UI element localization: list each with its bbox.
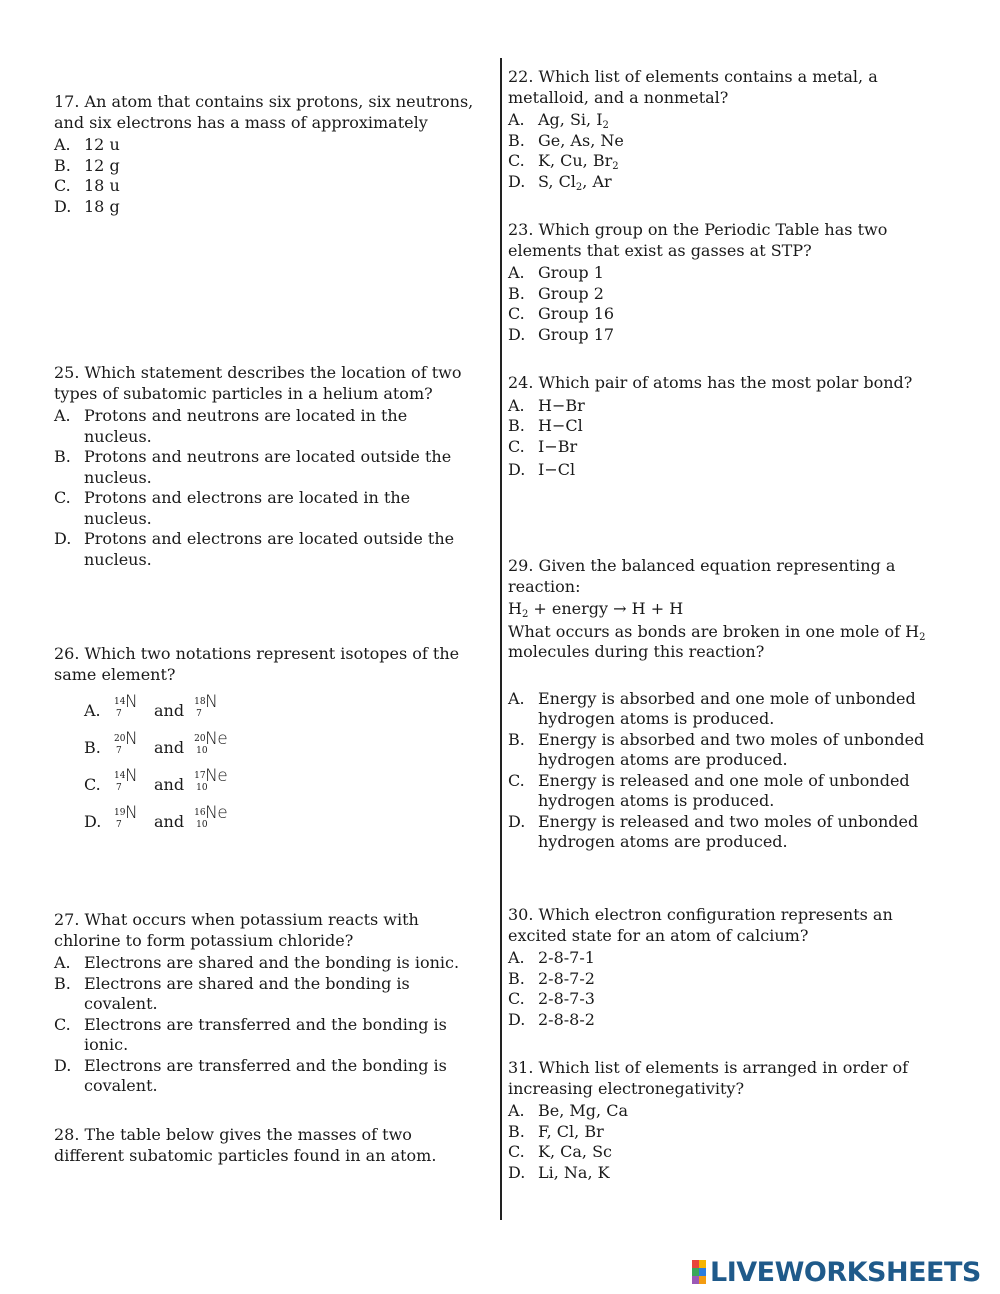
answer-option[interactable]: C. 2-8-7-3 <box>508 989 595 1008</box>
question-24 <box>508 373 938 481</box>
isotope-notation: 18 7 N <box>194 691 218 719</box>
question-17-stem: 17. An atom that contains six protons, six neutrons, and six electrons has a mass of approximately <box>54 92 474 132</box>
question-28-stem: 28. The table below gives the masses of two different subatomic particles found in an atom. <box>54 1125 437 1165</box>
answer-option[interactable]: A. 12 u <box>54 135 120 154</box>
reaction-equation: $H_2$ + energy → H + H <box>508 599 684 620</box>
question-27-stem: 27. What occurs when potassium reacts with chlorine to form potassium chloride? <box>54 910 419 950</box>
question-22-options <box>508 110 938 192</box>
answer-option[interactable]: D. 18 g <box>54 196 120 216</box>
answer-option[interactable]: A. Group 1 <box>508 263 604 282</box>
answer-option[interactable]: B. 2-8-7-2 <box>508 968 595 988</box>
question-22-stem: 22. Which list of elements contains a metal, a metalloid, and a nonmetal? <box>508 67 878 107</box>
question-30-stem: 30. Which electron configuration represents an excited state for an atom of calcium? <box>508 905 893 945</box>
answer-option[interactable]: B. Protons and neutrons are located outside the nucleus. <box>54 447 452 487</box>
column-divider <box>500 58 502 1220</box>
question-25-options <box>54 406 479 570</box>
liveworksheets-logo[interactable] <box>692 1257 981 1287</box>
answer-option[interactable]: B. 12 g <box>54 155 120 175</box>
answer-option[interactable]: B. Ge, As, Ne <box>508 130 624 150</box>
answer-option[interactable]: D. Energy is released and two moles of unbonded hydrogen atoms are produced. <box>508 811 919 851</box>
answer-option[interactable]: B. Electrons are shared and the bonding is covalent. <box>54 973 410 1013</box>
question-29-options <box>508 689 938 853</box>
question-26-options <box>54 687 479 835</box>
answer-option[interactable]: C. Energy is released and one mole of unbonded hydrogen atoms is produced. <box>508 770 910 810</box>
isotope-notation: 20 7 N <box>114 728 138 756</box>
answer-option[interactable]: D. S, $Cl_2$, Ar <box>508 171 612 193</box>
answer-option[interactable]: D. I−Cl <box>508 460 576 479</box>
isotope-notation: 14 7 N <box>114 691 138 719</box>
question-29-prompt: What occurs as bonds are broken in one mole of $H_2$ molecules during this reaction? <box>508 621 926 661</box>
answer-option[interactable]: C. Group 16 <box>508 304 615 323</box>
answer-option[interactable]: C. K, Cu, $Br_2$ <box>508 151 619 172</box>
answer-option[interactable]: A. 2-8-7-1 <box>508 948 595 967</box>
answer-option[interactable]: A. Protons and neutrons are located in the nucleus. <box>54 406 408 446</box>
liveworksheets-logo-icon <box>692 1260 706 1284</box>
question-17 <box>54 92 479 217</box>
question-31-options <box>508 1101 938 1183</box>
question-25 <box>54 363 479 570</box>
answer-option[interactable]: B. F, Cl, Br <box>508 1121 604 1141</box>
question-25-stem: 25. Which statement describes the location of two types of subatomic particles in a helium atom? <box>54 363 462 403</box>
answer-option[interactable]: B. 20 7 N and 20 10 Ne <box>84 728 228 758</box>
answer-option[interactable]: A. Energy is absorbed and one mole of unbonded hydrogen atoms is produced. <box>508 688 916 728</box>
answer-option[interactable]: B. Group 2 <box>508 283 604 303</box>
isotope-notation: 17 10 Ne <box>194 765 228 793</box>
logo-text: LIVEWORKSHEETS <box>710 1256 981 1288</box>
answer-option[interactable]: B. H−Cl <box>508 416 583 435</box>
answer-option[interactable]: D. Group 17 <box>508 324 615 344</box>
answer-option[interactable]: D. 19 7 N and 16 10 Ne <box>84 802 228 832</box>
isotope-notation: 16 10 Ne <box>194 802 228 830</box>
answer-option[interactable]: A. Electrons are shared and the bonding is ionic. <box>54 953 460 972</box>
answer-option[interactable]: C. K, Ca, Sc <box>508 1142 612 1161</box>
isotope-notation: 20 10 Ne <box>194 728 228 756</box>
question-27-options <box>54 953 479 1097</box>
question-22 <box>508 67 938 192</box>
question-24-options <box>508 396 938 481</box>
answer-option[interactable]: A. H−Br <box>508 395 585 415</box>
answer-option[interactable]: A. 14 7 N and 18 7 N <box>84 687 479 724</box>
question-29-stem: 29. Given the balanced equation representing a reaction: <box>508 556 896 596</box>
answer-option[interactable]: C. 18 u <box>54 176 120 195</box>
question-26-stem: 26. Which two notations represent isotopes of the same element? <box>54 644 460 684</box>
answer-option[interactable]: C. 14 7 N and 17 10 Ne <box>84 765 228 795</box>
question-28 <box>54 1125 479 1168</box>
question-17-options <box>54 135 479 217</box>
isotope-notation: 14 7 N <box>114 765 138 793</box>
answer-option[interactable]: D. Electrons are transferred and the bonding is covalent. <box>54 1055 447 1095</box>
question-27 <box>54 910 479 1097</box>
answer-option[interactable]: B. Energy is absorbed and two moles of unbonded hydrogen atoms are produced. <box>508 729 925 769</box>
question-31-stem: 31. Which list of elements is arranged in order of increasing electronegativity? <box>508 1058 908 1098</box>
question-30 <box>508 905 938 1030</box>
answer-option[interactable]: C. I−Br <box>508 436 578 456</box>
answer-option[interactable]: A. Be, Mg, Ca <box>508 1101 628 1120</box>
question-24-stem: 24. Which pair of atoms has the most polar bond? <box>508 373 913 392</box>
question-23 <box>508 220 938 345</box>
answer-option[interactable]: D. 2-8-8-2 <box>508 1009 595 1029</box>
answer-option[interactable]: C. Electrons are transferred and the bonding is ionic. <box>54 1014 447 1054</box>
isotope-notation: 19 7 N <box>114 802 138 830</box>
question-23-options <box>508 263 938 345</box>
answer-option[interactable]: C. Protons and electrons are located in the nucleus. <box>54 488 411 528</box>
question-26 <box>54 644 479 835</box>
question-23-stem: 23. Which group on the Periodic Table has two elements that exist as gasses at STP? <box>508 220 888 260</box>
question-29 <box>508 556 938 853</box>
question-30-options <box>508 948 938 1030</box>
answer-option[interactable]: D. Li, Na, K <box>508 1162 610 1182</box>
question-31 <box>508 1058 938 1183</box>
answer-option[interactable]: D. Protons and electrons are located outside the nucleus. <box>54 529 455 569</box>
answer-option[interactable]: A. Ag, Si, $I_2$ <box>508 110 609 131</box>
